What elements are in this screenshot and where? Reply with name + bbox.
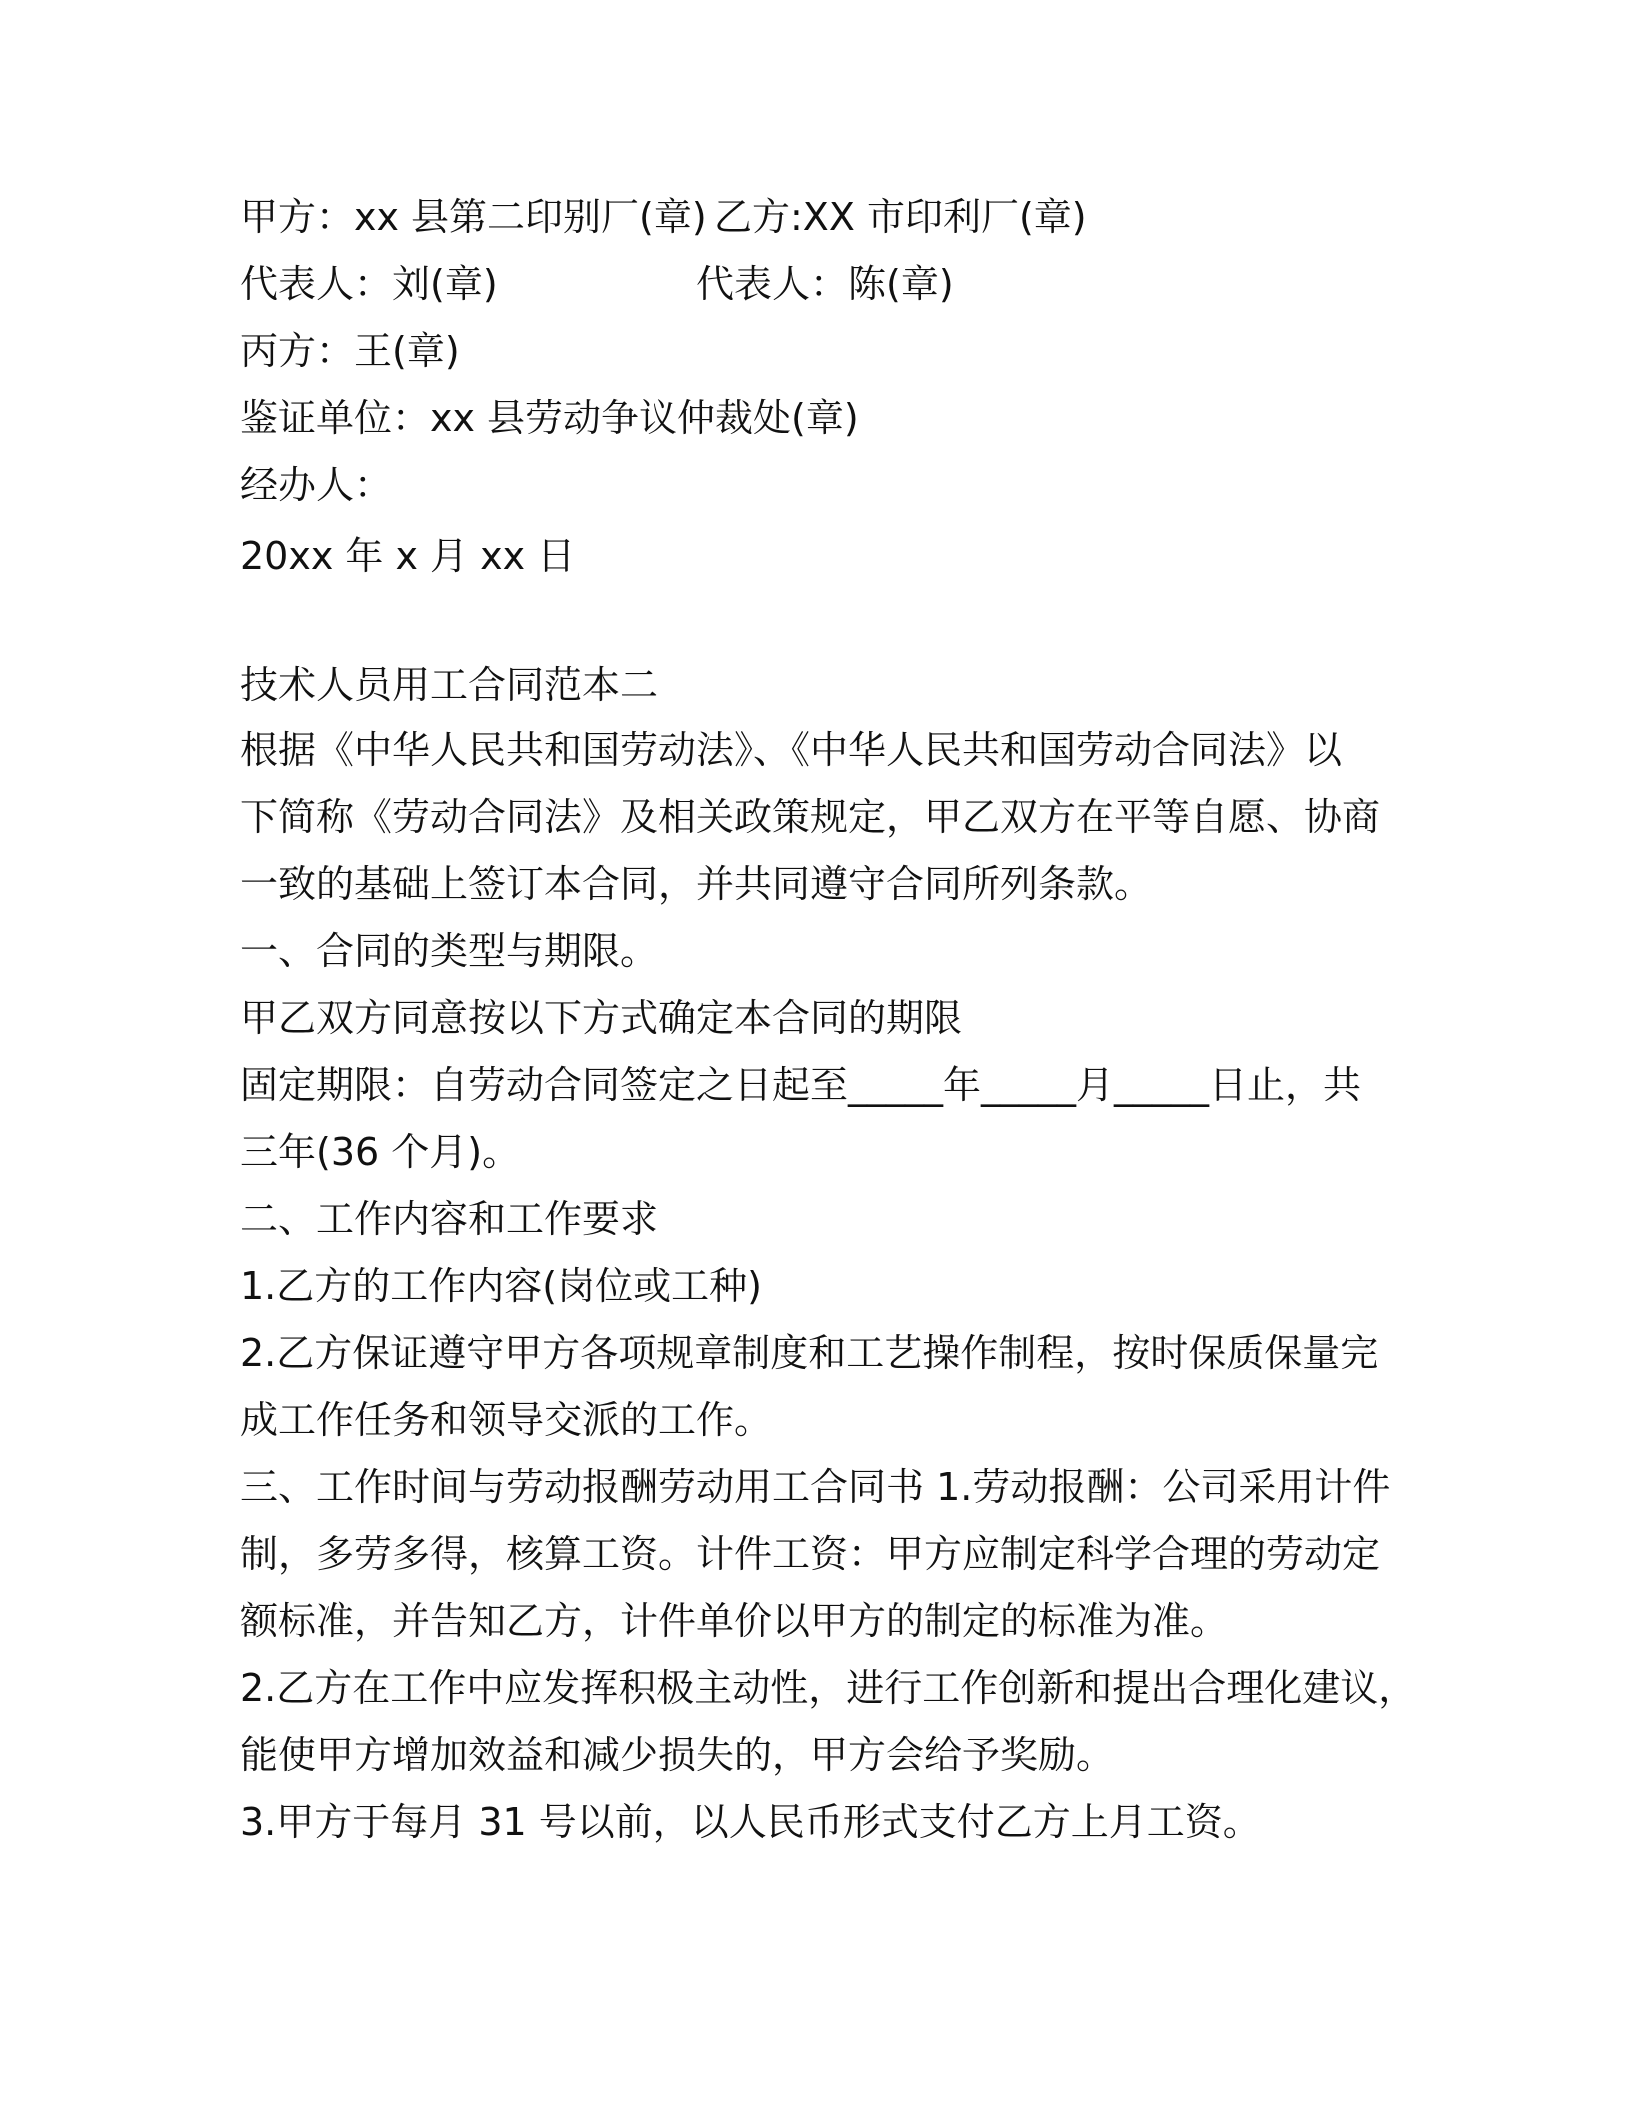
contract-line: 2.乙方保证遵守甲方各项规章制度和工艺操作制程，按时保质保量完 <box>240 1331 1379 1375</box>
contract-line: 3.甲方于每月 31 号以前，以人民币形式支付乙方上月工资。 <box>240 1800 1261 1844</box>
party-a-signature: 甲方：xx 县第二印别厂(章) <box>240 195 707 239</box>
handler-label: 经办人： <box>240 463 393 507</box>
party-a-representative: 代表人：刘(章) <box>240 262 498 306</box>
contract-line: 成工作任务和领导交派的工作。 <box>240 1398 773 1442</box>
contract-line: 1.乙方的工作内容(岗位或工种) <box>240 1264 762 1308</box>
party-c-signature: 丙方：王(章) <box>240 329 460 373</box>
party-b-signature: 乙方:XX 市印利厂(章) <box>714 195 1087 239</box>
contract-line: 制，多劳多得，核算工资。计件工资：甲方应制定科学合理的劳动定 <box>240 1532 1381 1576</box>
contract-line: 2.乙方在工作中应发挥积极主动性，进行工作创新和提出合理化建议， <box>240 1666 1417 1710</box>
contract-line: 三年(36 个月)。 <box>240 1130 521 1174</box>
witness-unit: 鉴证单位：xx 县劳动争议仲裁处(章) <box>240 396 859 440</box>
contract-line: 固定期限：自劳动合同签定之日起至_____年_____月_____日止，共 <box>240 1063 1362 1107</box>
signature-date: 20xx 年 x 月 xx 日 <box>240 534 576 578</box>
section-heading: 一、合同的类型与期限。 <box>240 929 659 973</box>
contract-line: 额标准，并告知乙方，计件单价以甲方的制定的标准为准。 <box>240 1599 1229 1643</box>
contract-line: 甲乙双方同意按以下方式确定本合同的期限 <box>240 996 963 1040</box>
section-heading: 三、工作时间与劳动报酬劳动用工合同书 1.劳动报酬：公司采用计件 <box>240 1465 1391 1509</box>
contract-line: 根据《中华人民共和国劳动法》、《中华人民共和国劳动合同法》以 <box>240 728 1343 772</box>
party-b-representative: 代表人：陈(章) <box>696 262 954 306</box>
contract-line: 下简称《劳动合同法》及相关政策规定，甲乙双方在平等自愿、协商 <box>240 795 1381 839</box>
contract-line: 一致的基础上签订本合同，并共同遵守合同所列条款。 <box>240 862 1153 906</box>
contract-line: 能使甲方增加效益和减少损失的，甲方会给予奖励。 <box>240 1733 1115 1777</box>
contract-title: 技术人员用工合同范本二 <box>240 663 659 707</box>
section-heading: 二、工作内容和工作要求 <box>240 1197 659 1241</box>
